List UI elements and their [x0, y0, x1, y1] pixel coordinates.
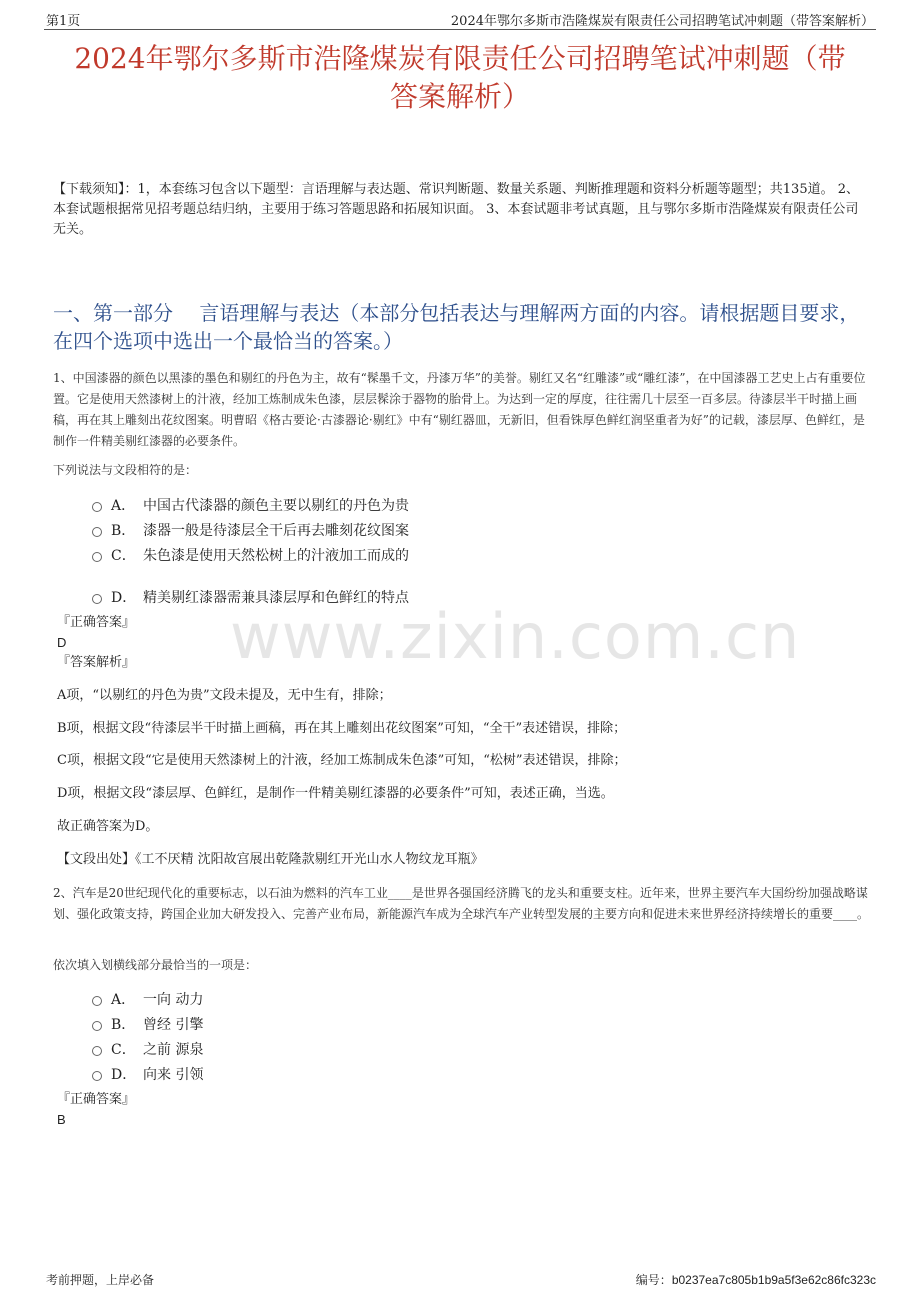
running-title: 2024年鄂尔多斯市浩隆煤炭有限责任公司招聘笔试冲刺题（带答案解析） [450, 14, 874, 29]
download-notice: 【下载须知】：1，本套练习包含以下题型：言语理解与表达题、常识判断题、数量关系题、判断推理题和资料分析题等题型；共135道。 2、本套试题根据常见招考题总结归纳，主要用于练习答题思路和拓展知识面。 3、本套试题非考试真题，且与鄂尔多斯市浩隆煤炭有限责任公司无关。 [53, 182, 859, 237]
radio-icon[interactable] [92, 1021, 102, 1031]
question-1-prompt: 下列说法与文段相符的是： [53, 463, 198, 477]
radio-icon[interactable] [92, 594, 102, 604]
radio-icon[interactable] [92, 996, 102, 1006]
question-2-stem: 2、汽车是20世纪现代化的重要标志，以石油为燃料的汽车工业____是世界各强国经济腾飞的龙头和重要支柱。近年来，世界主要汽车大国纷纷加强战略谋划、强化政策支持，跨国企业加大研发投入、完善产业布局，新能源汽车成为全球汽车产业转型发展的主要方向和促进未来世界经济持续增长的重要____。 [53, 886, 870, 921]
footer-slogan: 考前押题，上岸必备 [46, 1273, 155, 1287]
q1-option-d[interactable] [92, 587, 409, 607]
option-text: 漆器一般是待漆层全干后再去雕刻花纹图案 [143, 523, 409, 539]
q1-option-b[interactable] [92, 520, 409, 540]
analysis-line: B项，根据文段“待漆层半干时描上画稿，再在其上雕刻出花纹图案”可知，“全干”表述错误，排除； [57, 721, 627, 736]
page-number: 第1页 [46, 14, 81, 29]
code-label: 编号： [635, 1273, 672, 1287]
q2-option-b[interactable] [92, 1014, 203, 1034]
option-text: 向来 引领 [143, 1067, 204, 1083]
option-text: 中国古代漆器的颜色主要以剔红的丹色为贵 [143, 498, 409, 514]
option-text: 曾经 引擎 [143, 1017, 204, 1033]
answer-label: 『正确答案』 [57, 615, 136, 630]
header-rule [44, 29, 876, 30]
option-letter: A． [111, 992, 136, 1008]
answer-value: D [57, 635, 67, 650]
title-line-1: 2024年鄂尔多斯市浩隆煤炭有限责任公司招聘笔试冲刺题（带 [74, 42, 846, 75]
option-text: 精美剔红漆器需兼具漆层厚和色鲜红的特点 [143, 590, 409, 606]
analysis-line: D项，根据文段“漆层厚、色鲜红，是制作一件精美剔红漆器的必要条件”可知，表述正确，当选。 [57, 786, 614, 801]
source-note: 【文段出处】《工不厌精 沈阳故宫展出乾隆款剔红开光山水人物纹龙耳瓶》 [57, 852, 484, 867]
analysis-line: A项，“以剔红的丹色为贵”文段未提及，无中生有，排除； [57, 688, 392, 703]
question-1-stem: 1、中国漆器的颜色以黑漆的墨色和剔红的丹色为主，故有“髹墨千文，丹漆万华”的美誉。剔红又名“红雕漆”或“雕红漆”，在中国漆器工艺史上占有重要位置。它是使用天然漆树上的汁液，经加工炼制成朱色漆，层层髹涂于器物的胎骨上。为达到一定的厚度，往往需几十层至一百多层。待漆层半干时描上画稿，再在其上雕刻出花纹图案。明曹昭《格古要论·古漆器论·剔红》中有“剔红器皿，无新旧，但看铢厚色鲜红润坚重者为好”的记载，漆层厚、色鲜红，是制作一件精美剔红漆器的必要条件。 [53, 371, 866, 448]
q2-option-c[interactable] [92, 1039, 203, 1059]
radio-icon[interactable] [92, 1046, 102, 1056]
document-title [50, 40, 870, 116]
option-letter: C． [111, 1042, 136, 1058]
radio-icon[interactable] [92, 552, 102, 562]
option-letter: B． [111, 1017, 136, 1033]
option-text: 朱色漆是使用天然松树上的汁液加工而成的 [143, 548, 409, 564]
option-letter: C． [111, 548, 136, 564]
q2-option-a[interactable] [92, 989, 203, 1009]
option-text: 之前 源泉 [143, 1042, 204, 1058]
radio-icon[interactable] [92, 527, 102, 537]
option-letter: B． [111, 523, 136, 539]
q1-option-a[interactable] [92, 495, 409, 515]
radio-icon[interactable] [92, 1071, 102, 1081]
footer-code [636, 1271, 876, 1288]
answer-value: B [57, 1112, 66, 1127]
option-letter: D． [111, 1067, 137, 1083]
analysis-label: 『答案解析』 [57, 655, 136, 670]
title-line-2: 答案解析） [389, 80, 530, 113]
section-heading: 一、第一部分 言语理解与表达（本部分包括表达与理解两方面的内容。请根据题目要求，在四个选项中选出一个最恰当的答案。） [53, 301, 860, 353]
option-text: 一向 动力 [143, 992, 204, 1008]
option-letter: A． [111, 498, 136, 514]
q1-option-c[interactable] [92, 545, 409, 565]
option-letter: D． [111, 590, 137, 606]
code-value: b0237ea7c805b1b9a5f3e62c86fc323c [671, 1273, 876, 1287]
question-2-prompt: 依次填入划横线部分最恰当的一项是： [53, 958, 258, 972]
watermark: www.zixin.com.cn [230, 600, 801, 673]
answer-label: 『正确答案』 [57, 1092, 136, 1107]
analysis-line: C项，根据文段“它是使用天然漆树上的汁液，经加工炼制成朱色漆”可知，“松树”表述错误，排除； [57, 753, 627, 768]
q2-option-d[interactable] [92, 1064, 203, 1084]
analysis-conclusion: 故正确答案为D。 [57, 819, 159, 834]
radio-icon[interactable] [92, 502, 102, 512]
